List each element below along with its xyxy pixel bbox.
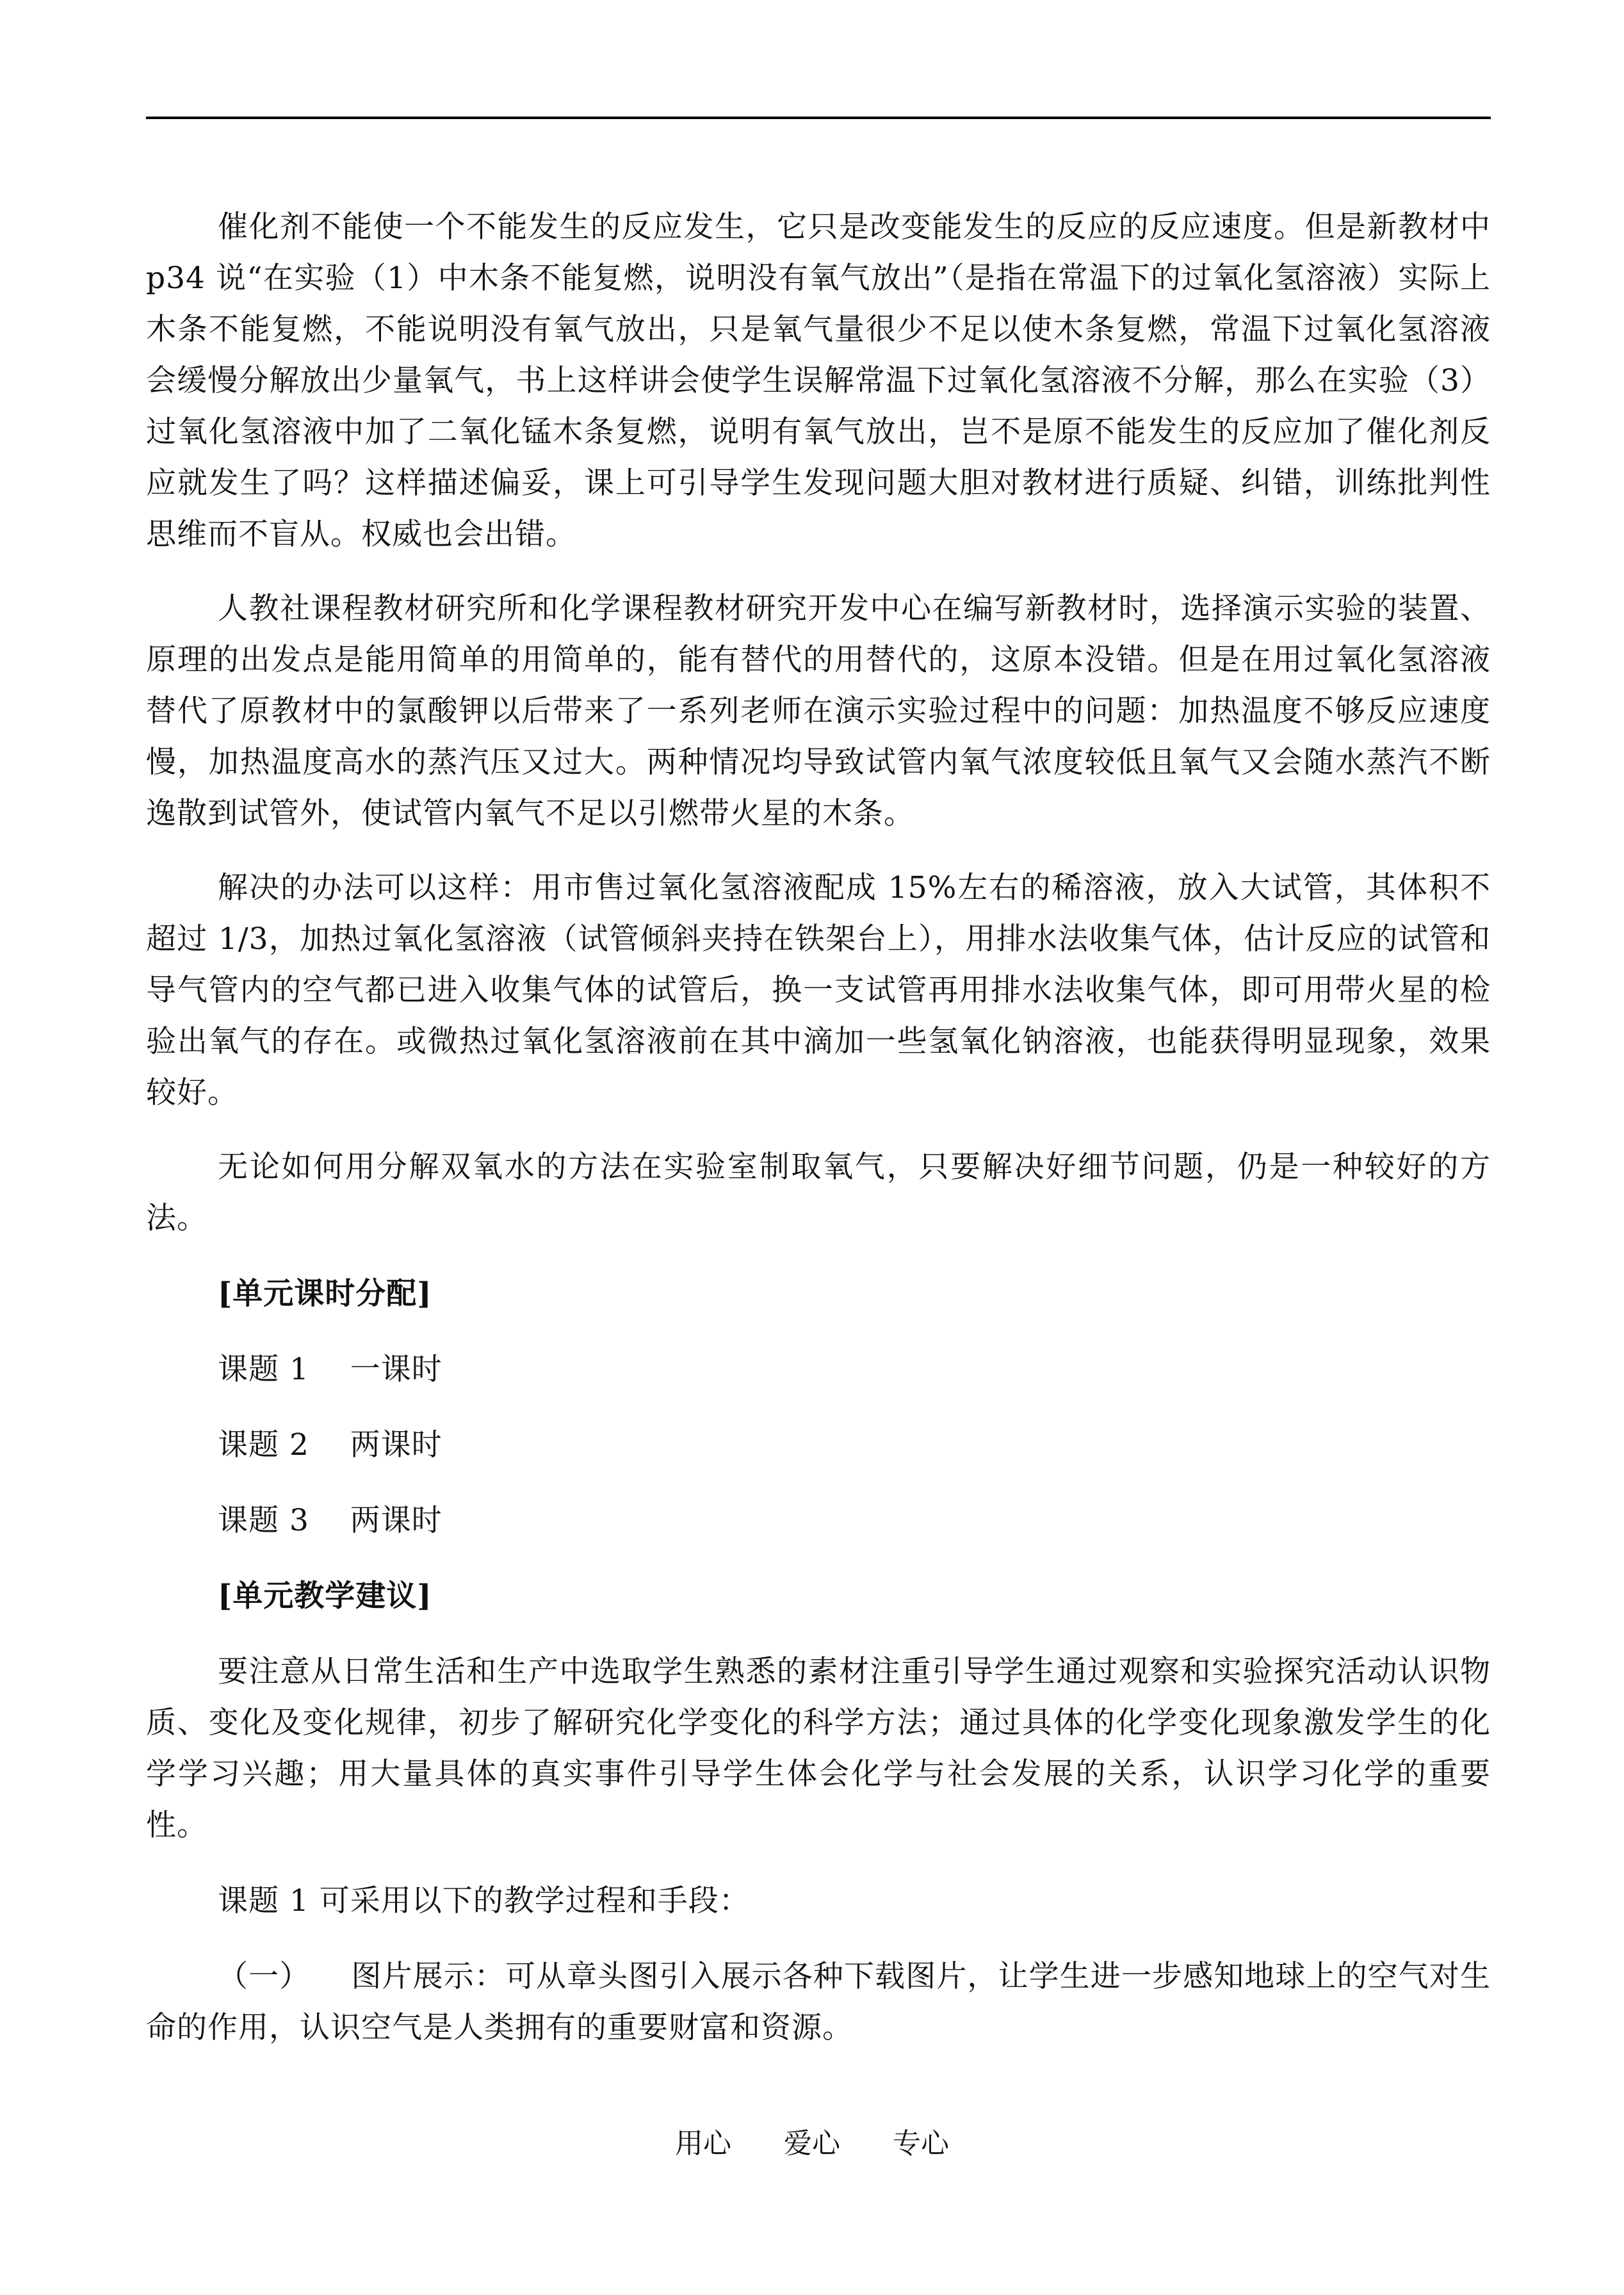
allocation-item-1: 课题 1 一课时: [218, 1352, 443, 1387]
footer-word-1: 用心: [675, 2127, 731, 2160]
allocation-heading: [单元课时分配]: [218, 1276, 432, 1311]
page-footer: [0, 2125, 1624, 2163]
paragraph-textbook-design: 人教社课程教材研究所和化学课程教材研究开发中心在编写新教材时，选择演示实验的装置、原理的出发点是能用简单的用简单的，能有替代的用替代的，这原本没错。但是在用过氧化氢溶液替代了原教材中的氯酸钾以后带来了一系列老师在演示实验过程中的问题：加热温度不够反应速度慢，加热温度高水的蒸汽压又过大。两种情况均导致试管内氧气浓度较低且氧气又会随水蒸汽不断逸散到试管外，使试管内氧气不足以引燃带火星的木条。: [146, 591, 1491, 831]
paragraph-conclusion: 无论如何用分解双氧水的方法在实验室制取氧气，只要解决好细节问题，仍是一种较好的方法。: [146, 1149, 1491, 1236]
footer-word-2: 爱心: [784, 2127, 840, 2160]
paragraph-catalyst: 催化剂不能使一个不能发生的反应发生，它只是改变能发生的反应的反应速度。但是新教材中 p34 说“在实验（1）中木条不能复燃，说明没有氧气放出”（是指在常温下的过氧化氢溶液）实际上木条不能复燃，不能说明没有氧气放出，只是氧气量很少不足以使木条复燃，常温下过氧化氢溶液会缓慢分解放出少量氧气，书上这样讲会使学生误解常温下过氧化氢溶液不分解，那么在实验（3）过氧化氢溶液中加了二氧化锰木条复燃，说明有氧气放出，岂不是原不能发生的反应加了催化剂反应就发生了吗？这样描述偏妥，课上可引导学生发现问题大胆对教材进行质疑、纠错，训练批判性思维而不盲从。权威也会出错。: [146, 209, 1491, 552]
suggestion-intro: 课题 1 可采用以下的教学过程和手段：: [218, 1883, 750, 1918]
header-rule: [146, 117, 1491, 119]
footer-word-3: 专心: [893, 2127, 949, 2160]
paragraph-solution: 解决的办法可以这样：用市售过氧化氢溶液配成 15%左右的稀溶液，放入大试管，其体积不超过 1/3，加热过氧化氢溶液（试管倾斜夹持在铁架台上），用排水法收集气体，估计反应的试管和导气管内的空气都已进入收集气体的试管后，换一支试管再用排水法收集气体，即可用带火星的检验出氧气的存在。或微热过氧化氢溶液前在其中滴加一些氢氧化钠溶液，也能获得明显现象，效果较好。: [146, 870, 1491, 1110]
allocation-item-2: 课题 2 两课时: [218, 1427, 443, 1463]
document-body: [146, 202, 1491, 2054]
suggestion-heading: [单元教学建议]: [218, 1578, 432, 1614]
suggestion-paragraph: 要注意从日常生活和生产中选取学生熟悉的素材注重引导学生通过观察和实验探究活动认识物质、变化及变化规律，初步了解研究化学变化的科学方法；通过具体的化学变化现象激发学生的化学学习兴趣；用大量具体的真实事件引导学生体会化学与社会发展的关系，认识学习化学的重要性。: [146, 1654, 1491, 1843]
allocation-item-3: 课题 3 两课时: [218, 1503, 443, 1538]
suggestion-step-1: （一） 图片展示：可从章头图引入展示各种下载图片，让学生进一步感知地球上的空气对生命的作用，认识空气是人类拥有的重要财富和资源。: [146, 1959, 1491, 2045]
